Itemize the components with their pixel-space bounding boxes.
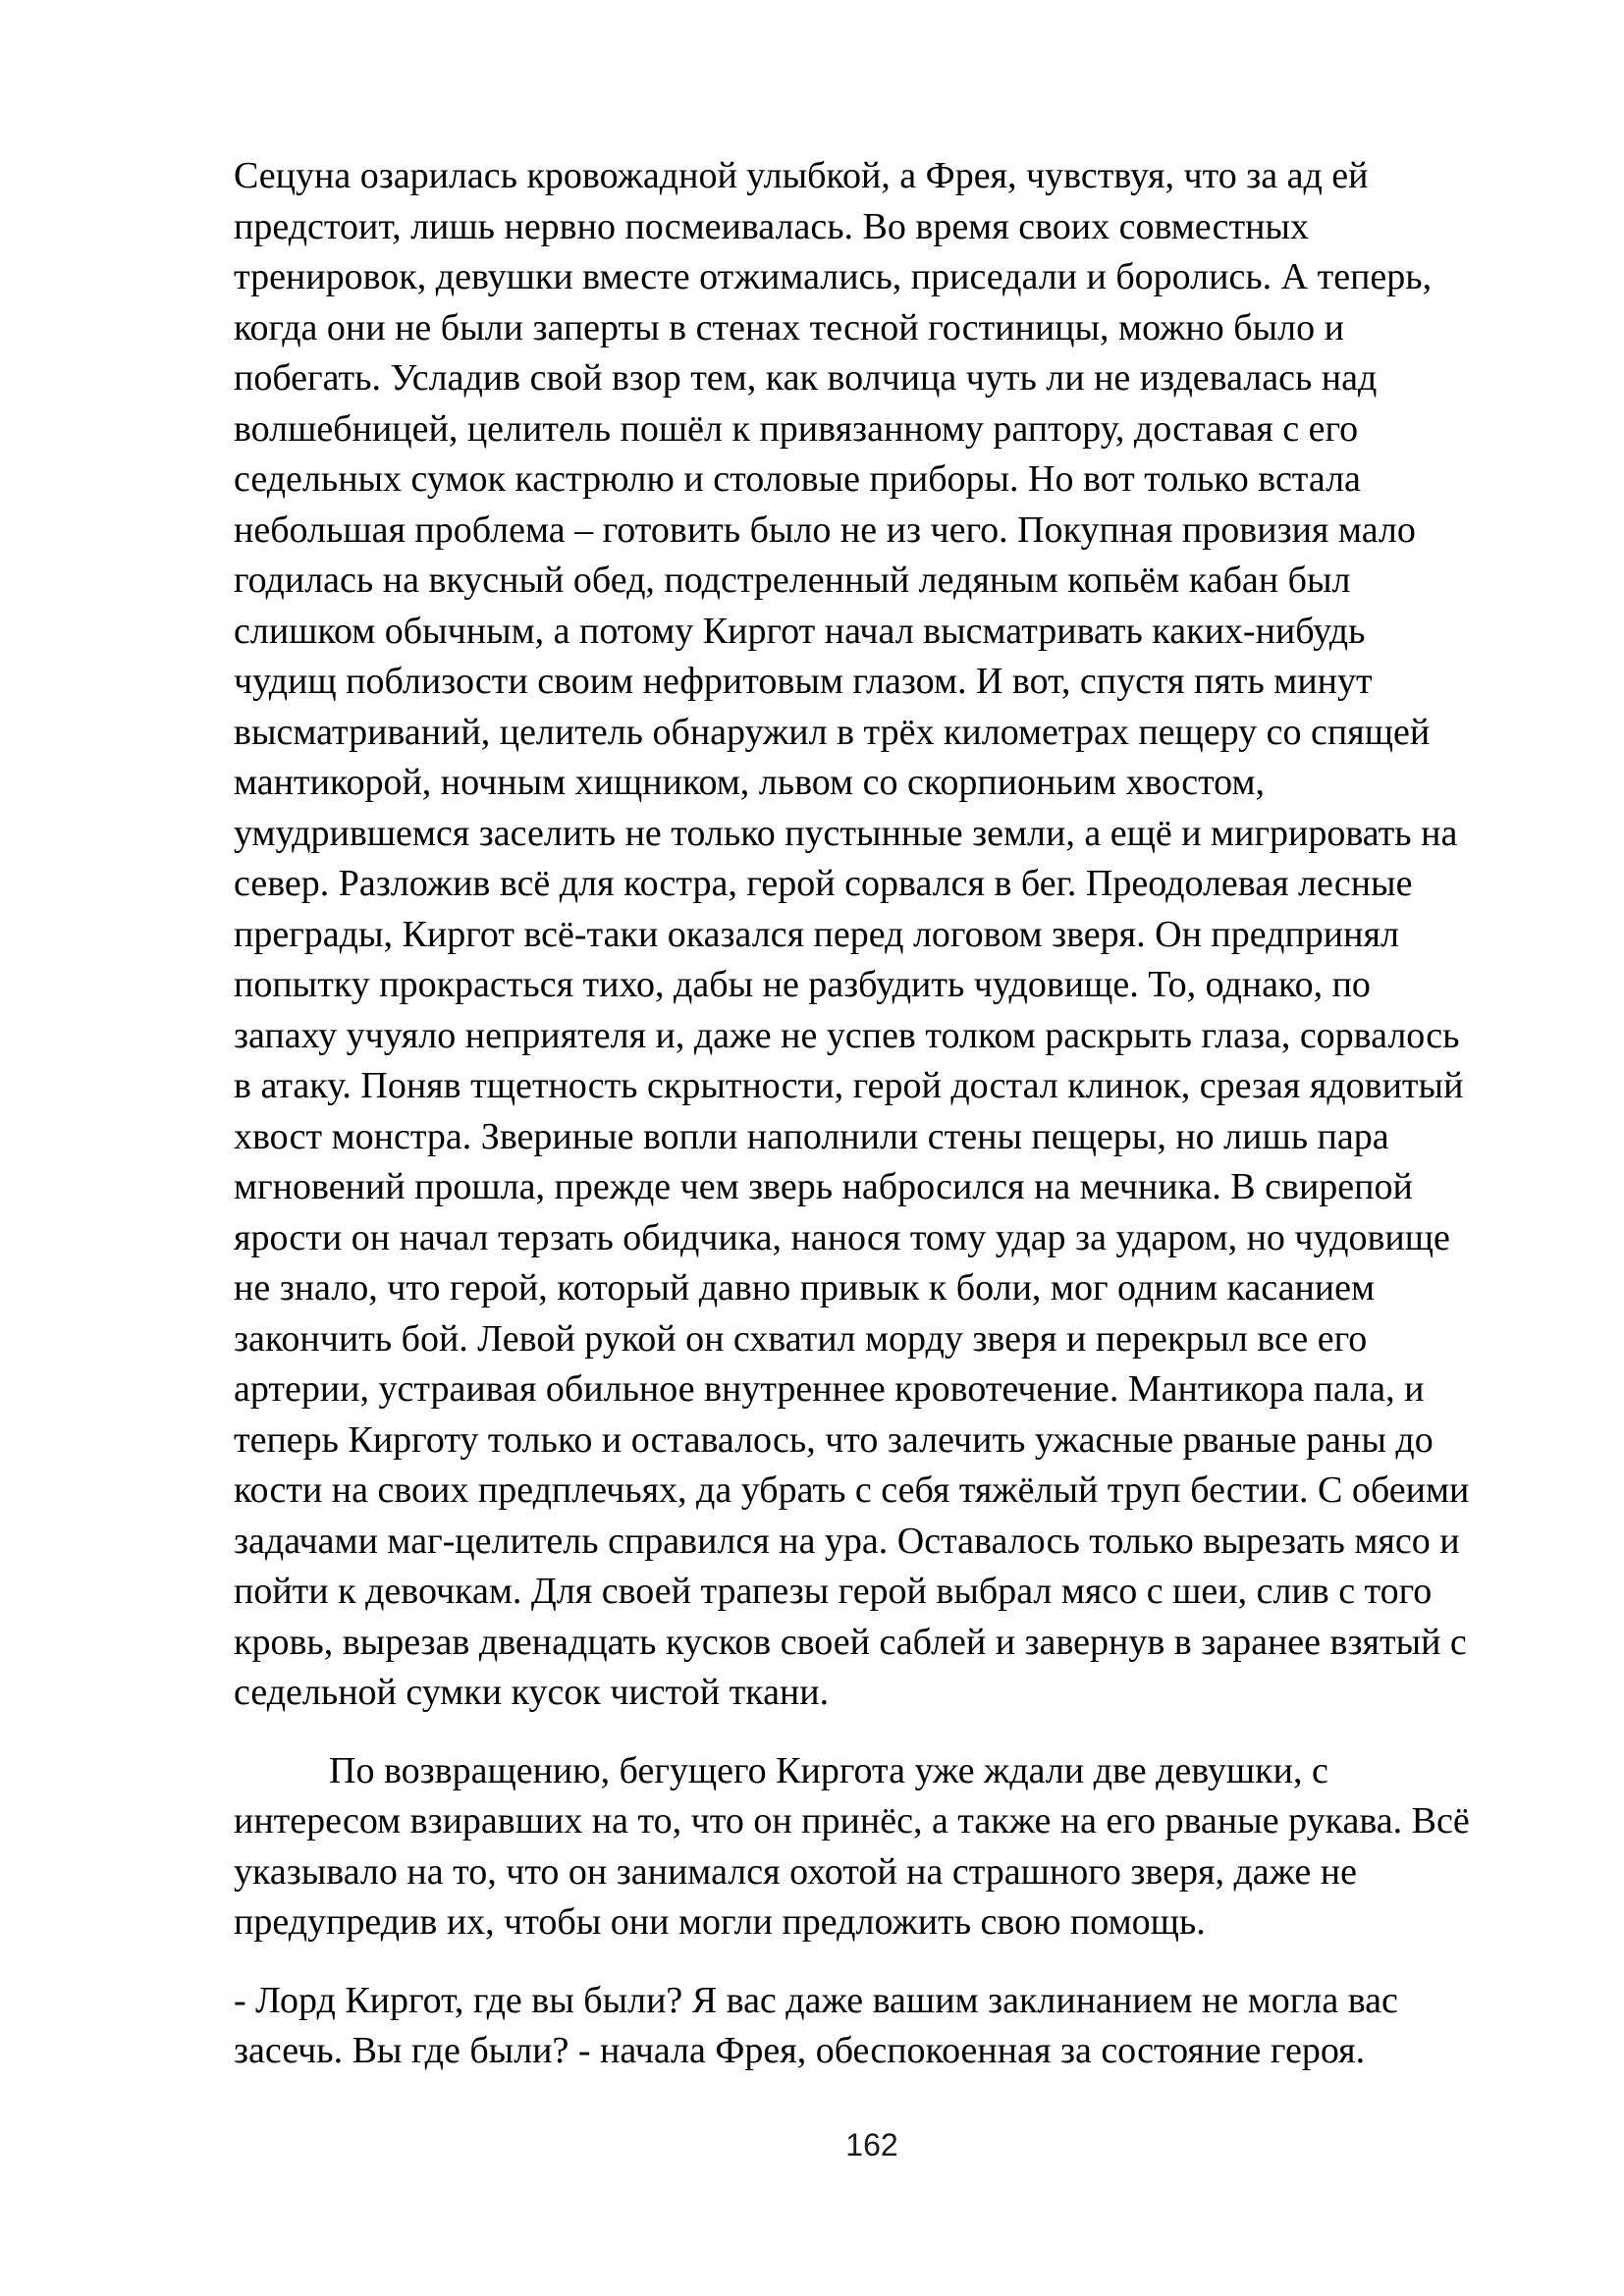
text-line: По возвращению, бегущего Киргота уже ждали две девушки, с bbox=[329, 1749, 1328, 1791]
text-line: ярости он начал терзать обидчика, нанося тому удар за ударом, но чудовище bbox=[234, 1216, 1450, 1258]
text-line: побегать. Усладив свой взор тем, как волчица чуть ли не издевалась над bbox=[234, 357, 1378, 399]
text-line: умудрившемся заселить не только пустынные земли, а ещё и мигрировать на bbox=[234, 812, 1458, 854]
paragraph-2 bbox=[234, 1746, 1540, 1949]
text-line: тренировок, девушки вместе отжимались, приседали и боролись. А теперь, bbox=[234, 256, 1433, 297]
text-line: преграды, Киргот всё-таки оказался перед логовом зверя. Он предпринял bbox=[234, 913, 1399, 955]
text-line: попытку прокрасться тихо, дабы не разбудить чудовище. То, однако, по bbox=[234, 964, 1371, 1005]
text-line: мантикорой, ночным хищником, львом со скорпионьим хвостом, bbox=[234, 762, 1266, 803]
text-line: засечь. Вы где были? - начала Фрея, обеспокоенная за состояние героя. bbox=[234, 2030, 1366, 2071]
text-body bbox=[234, 151, 1540, 2077]
text-line: чудищ поблизости своим нефритовым глазом. И вот, спустя пять минут bbox=[234, 661, 1373, 702]
text-line: задачами маг-целитель справился на ура. Оставалось только вырезать мясо и bbox=[234, 1520, 1460, 1562]
text-line: не знало, что герой, который давно привык к боли, мог одним касанием bbox=[234, 1267, 1376, 1308]
text-line: мгновений прошла, прежде чем зверь набросился на мечника. В свирепой bbox=[234, 1166, 1413, 1207]
text-line: пойти к девочкам. Для своей трапезы герой выбрал мясо с шеи, слив с того bbox=[234, 1571, 1433, 1612]
text-line: закончить бой. Левой рукой он схватил морду зверя и перекрыл все его bbox=[234, 1317, 1368, 1360]
text-line: седельных сумок кастрюлю и столовые приборы. Но вот только встала bbox=[234, 458, 1361, 500]
text-line: север. Разложив всё для костра, герой сорвался в бег. Преодолевая лесные bbox=[234, 863, 1413, 904]
text-line: интересом взиравших на то, что он принёс, а также на его рваные рукава. Всё bbox=[234, 1800, 1470, 1842]
paragraph-3 bbox=[234, 1976, 1540, 2077]
text-line: - Лорд Киргот, где вы были? Я вас даже вашим заклинанием не могла вас bbox=[234, 1979, 1398, 2021]
text-line: годилась на вкусный обед, подстреленный ледяным копьём кабан был bbox=[234, 560, 1351, 601]
text-line: волшебницей, целитель пошёл к привязанному раптору, доставая с его bbox=[234, 407, 1359, 450]
text-line: теперь Кирготу только и оставалось, что залечить ужасные рваные раны до bbox=[234, 1418, 1434, 1461]
text-line: небольшая проблема – готовить было не из чего. Покупная провизия мало bbox=[234, 508, 1416, 551]
text-line: указывало на то, что он занимался охотой на страшного зверя, даже не bbox=[234, 1850, 1357, 1893]
text-line: высматриваний, целитель обнаружил в трёх километрах пещеру со спящей bbox=[234, 711, 1431, 753]
text-line: слишком обычным, а потому Киргот начал высматривать каких-нибудь bbox=[234, 610, 1366, 652]
paragraph-1 bbox=[234, 151, 1540, 1719]
text-line: кровь, вырезав двенадцать кусков своей саблей и завернув в заранее взятый с bbox=[234, 1621, 1467, 1663]
text-line: кости на своих предплечьях, да убрать с себя тяжёлый труп бестии. С обеими bbox=[234, 1469, 1470, 1511]
text-line: предупредив их, чтобы они могли предложить свою помощь. bbox=[234, 1901, 1206, 1943]
text-line: когда они не были заперты в стенах тесной гостиницы, можно было и bbox=[234, 306, 1344, 348]
text-line: предстоит, лишь нервно посмеивалась. Во время своих совместных bbox=[234, 205, 1309, 247]
page-number: 162 bbox=[845, 2127, 898, 2163]
text-line: артерии, устраивая обильное внутреннее кровотечение. Мантикора пала, и bbox=[234, 1368, 1425, 1410]
text-line: запаху учуяло неприятеля и, даже не успев толком раскрыть глаза, сорвалось bbox=[234, 1014, 1460, 1056]
text-line: Сецуна озарилась кровожадной улыбкой, а Фрея, чувствуя, что за ад ей bbox=[234, 155, 1369, 196]
text-line: в атаку. Поняв тщетность скрытности, герой достал клинок, срезая ядовитый bbox=[234, 1065, 1464, 1106]
text-line: седельной сумки кусок чистой ткани. bbox=[234, 1672, 830, 1713]
text-line: хвост монстра. Звериные вопли наполнили стены пещеры, но лишь пара bbox=[234, 1115, 1389, 1157]
